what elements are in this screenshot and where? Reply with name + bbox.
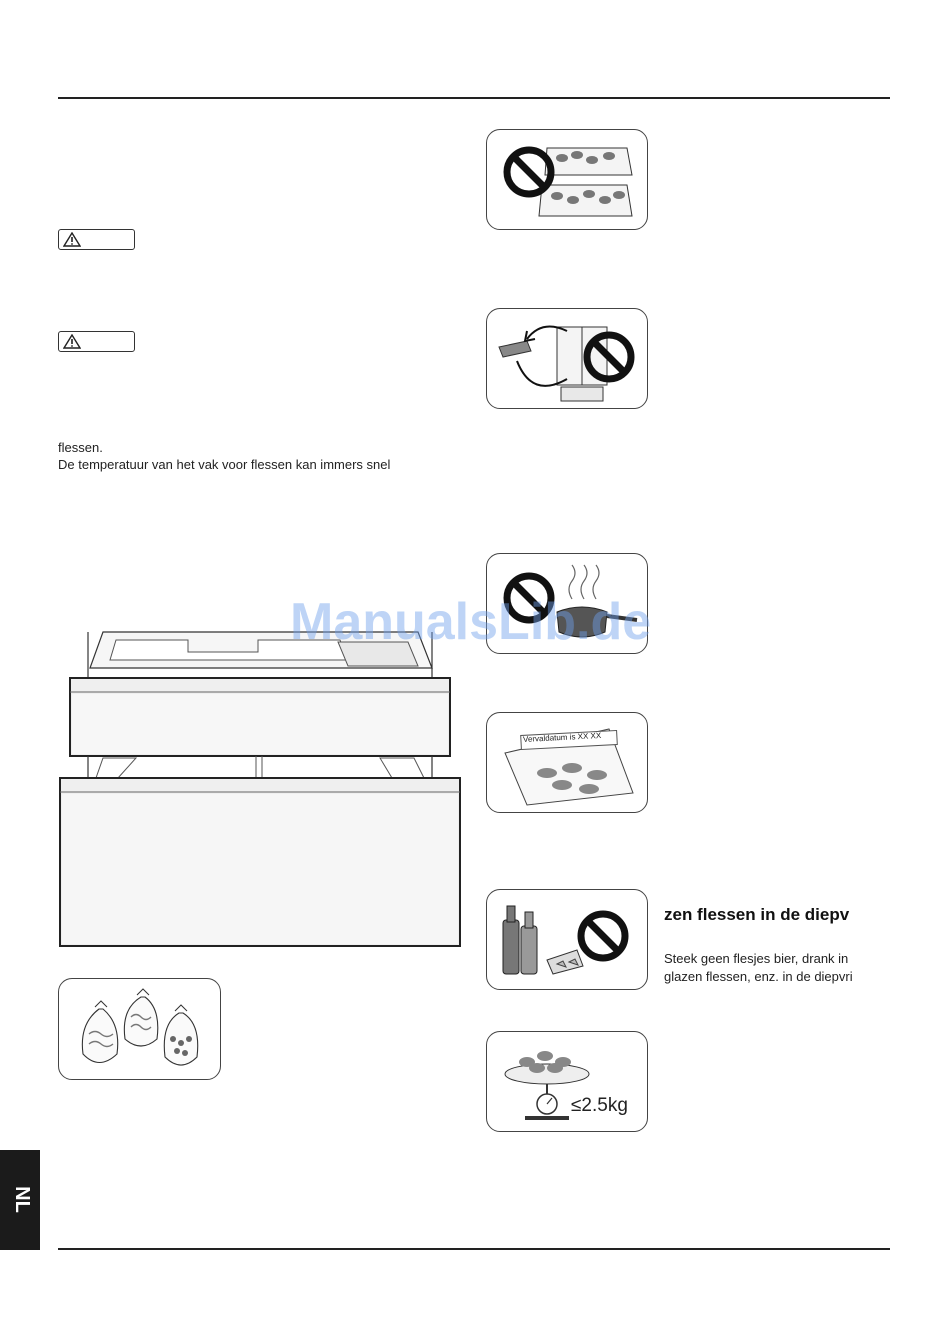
top-rule: [58, 97, 890, 99]
paragraph-line-2: De temperatuur van het vak voor flessen kan immers snel: [58, 457, 391, 472]
weight-label: ≤2.5kg: [571, 1095, 628, 1116]
no-warm-food-fridge-illustration: [486, 308, 648, 409]
warning-triangle-icon: [63, 334, 81, 349]
expiry-date-bag-illustration: [486, 712, 648, 813]
language-label: NL: [10, 1186, 33, 1213]
prohibition-icon: [581, 914, 625, 958]
warning-label-2: [58, 331, 135, 352]
warning-triangle-icon: [63, 232, 81, 247]
scale-icon: [487, 1032, 648, 1132]
bottles-line-2: glazen flessen, enz. in de diepvri: [664, 969, 853, 984]
expiry-label: Vervaldatum is XX XX: [522, 730, 602, 745]
watermark: ManualsLib.de: [290, 593, 652, 651]
food-bags-icon: [59, 979, 221, 1080]
food-trays-icon: [487, 130, 648, 230]
freezer-drawers-illustration: [58, 628, 462, 950]
fridge-arrow-icon: [487, 309, 648, 409]
bottle-paragraph: [58, 439, 390, 473]
bottles-heading: zen flessen in de diepv: [664, 905, 850, 924]
weight-limit-illustration: [486, 1031, 648, 1132]
paragraph-line-1: flessen.: [58, 440, 103, 455]
prohibition-icon: [507, 150, 551, 194]
no-bottles-freezer-illustration: [486, 889, 648, 990]
bottom-rule: [58, 1248, 890, 1250]
no-food-trays-illustration: [486, 129, 648, 230]
frozen-bag-icon: [487, 713, 648, 813]
bottles-paragraph: [664, 950, 853, 986]
warning-label-1: [58, 229, 135, 250]
food-bags-illustration: [58, 978, 221, 1080]
bottles-icon: [487, 890, 648, 990]
language-tab: [0, 1150, 40, 1250]
bottles-line-1: Steek geen flesjes bier, drank in: [664, 951, 849, 966]
